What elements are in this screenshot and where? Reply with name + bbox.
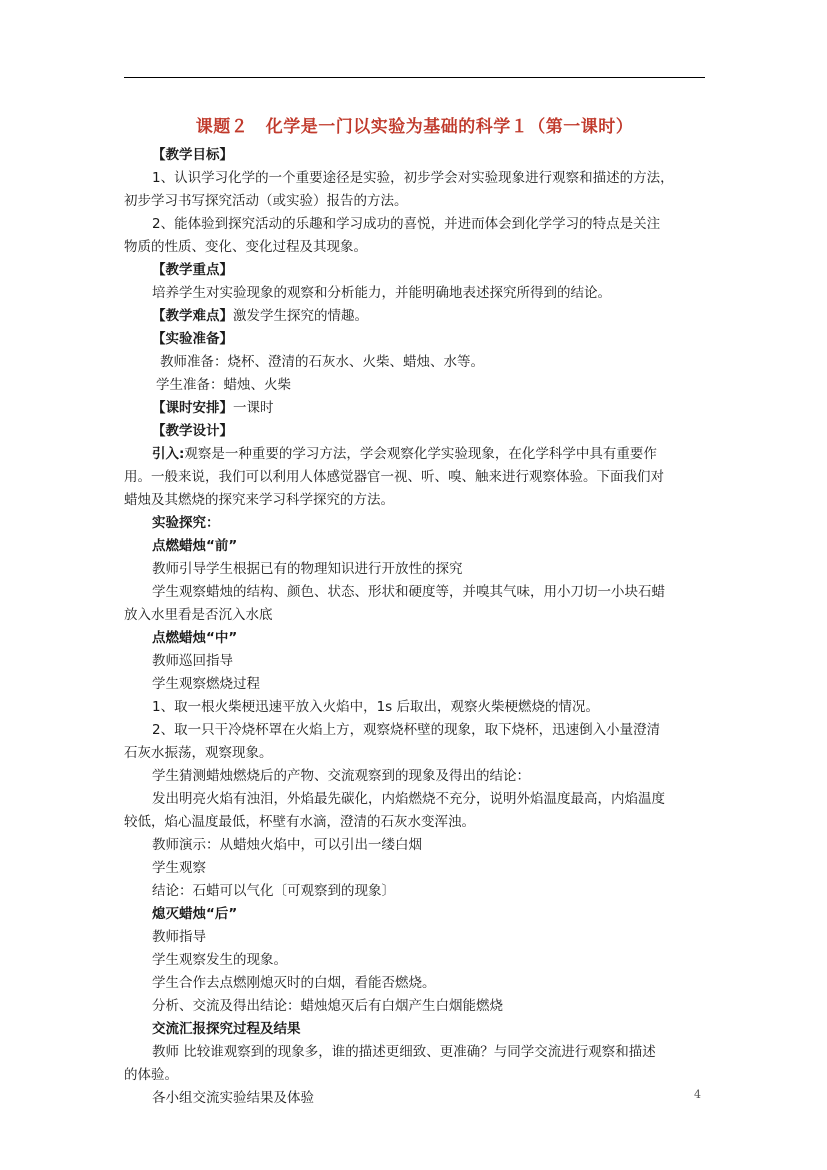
heading-report: 交流汇报探究过程及结果 [152,1021,301,1037]
paragraph-line: 初步学习书写探究活动（或实验）报告的方法。 [124,193,408,209]
paragraph-line: 学生观察 [152,860,206,876]
paragraph-line: 结论：石蜡可以气化〔可观察到的现象〕 [152,883,395,899]
intro-label: 引入: [152,446,185,462]
paragraph-line: 物质的性质、变化、变化过程及其现象。 [124,239,367,255]
paragraph-line: 教师 比较谁观察到的现象多，谁的描述更细致、更准确？与同学交流进行观察和描述 [152,1044,656,1060]
paragraph-line: 2、能体验到探究活动的乐趣和学习成功的喜悦，并进而体会到化学学习的特点是关注 [152,216,661,232]
paragraph-line: 各小组交流实验结果及体验 [152,1090,314,1106]
paragraph-line: 学生合作去点燃刚熄灭时的白烟，看能否燃烧。 [152,975,436,991]
heading-teaching-design: 【教学设计】 [152,423,233,439]
intro-line [124,443,705,466]
paragraph-line: 石灰水振荡，观察现象。 [124,745,273,761]
paragraph-line: 学生观察燃烧过程 [152,676,260,692]
header-rule [124,77,705,78]
heading-experiment-inquiry: 实验探究： [152,515,220,531]
document-body [124,144,705,1110]
paragraph-line: 学生观察蜡烛的结构、颜色、状态、形状和硬度等，并嗅其气味，用小刀切一小块石蜡 [152,584,665,600]
paragraph-line: 的体验。 [124,1067,178,1083]
paragraph-line: 分析、交流及得出结论：蜡烛熄灭后有白烟产生白烟能燃烧 [152,998,503,1014]
paragraph-line: 教师准备：烧杯、澄清的石灰水、火柴、蜡烛、水等。 [160,354,484,370]
paragraph-line: 1、取一根火柴梗迅速平放入火焰中，1s 后取出，观察火柴梗燃烧的情况。 [152,699,600,715]
paragraph-line: 教师指导 [152,929,206,945]
paragraph-line: 学生猜测蜡烛燃烧后的产物、交流观察到的现象及得出的结论： [152,768,530,784]
schedule-text: 一课时 [233,400,274,416]
page-number: 4 [694,1088,701,1101]
paragraph-line: 教师引导学生根据已有的物理知识进行开放性的探究 [152,561,463,577]
paragraph-line: 学生观察发生的现象。 [152,952,287,968]
heading-during-lighting: 点燃蜡烛“中” [152,630,238,646]
paragraph-line: 1、认识学习化学的一个重要途径是实验，初步学会对实验现象进行观察和描述的方法， [152,170,674,186]
intro-text: 观察是一种重要的学习方法，学会观察化学实验现象，在化学科学中具有重要作 [184,446,657,462]
paragraph-line: 发出明亮火焰有浊泪，外焰最先碳化，内焰燃烧不充分，说明外焰温度最高，内焰温度 [152,791,665,807]
heading-after-extinguish: 熄灭蜡烛“后” [152,906,238,922]
paragraph-line: 放入水里看是否沉入水底 [124,607,273,623]
paragraph-line: 教师巡回指导 [152,653,233,669]
heading-teaching-focus: 【教学重点】 [152,262,233,278]
teaching-difficulty-text: 激发学生探究的情趣。 [233,308,368,324]
paragraph-line: 蜡烛及其燃烧的探究来学习科学探究的方法。 [124,492,394,508]
paragraph-line: 学生准备：蜡烛、火柴 [156,377,291,393]
schedule-line [124,397,705,420]
paragraph-line: 较低，焰心温度最低，杯壁有水滴，澄清的石灰水变浑浊。 [124,814,475,830]
heading-teaching-goals: 【教学目标】 [152,147,233,163]
page-title: 课题２ 化学是一门以实验为基础的科学１（第一课时） [195,117,634,137]
heading-experiment-prep: 【实验准备】 [152,331,233,347]
paragraph-line: 教师演示：从蜡烛火焰中，可以引出一缕白烟 [152,837,422,853]
paragraph-line: 培养学生对实验现象的观察和分析能力，并能明确地表述探究所得到的结论。 [152,285,611,301]
paragraph-line: 用。一般来说，我们可以利用人体感觉器官一视、听、嗅、触来进行观察体验。下面我们对 [124,469,664,485]
paragraph-line: 2、取一只干冷烧杯罩在火焰上方，观察烧杯壁的现象，取下烧杯，迅速倒入小量澄清 [152,722,661,738]
heading-before-lighting: 点燃蜡烛“前” [152,538,238,554]
heading-schedule: 【课时安排】 [152,400,233,416]
heading-teaching-difficulty: 【教学难点】 [152,308,233,324]
teaching-difficulty-line [124,305,705,328]
